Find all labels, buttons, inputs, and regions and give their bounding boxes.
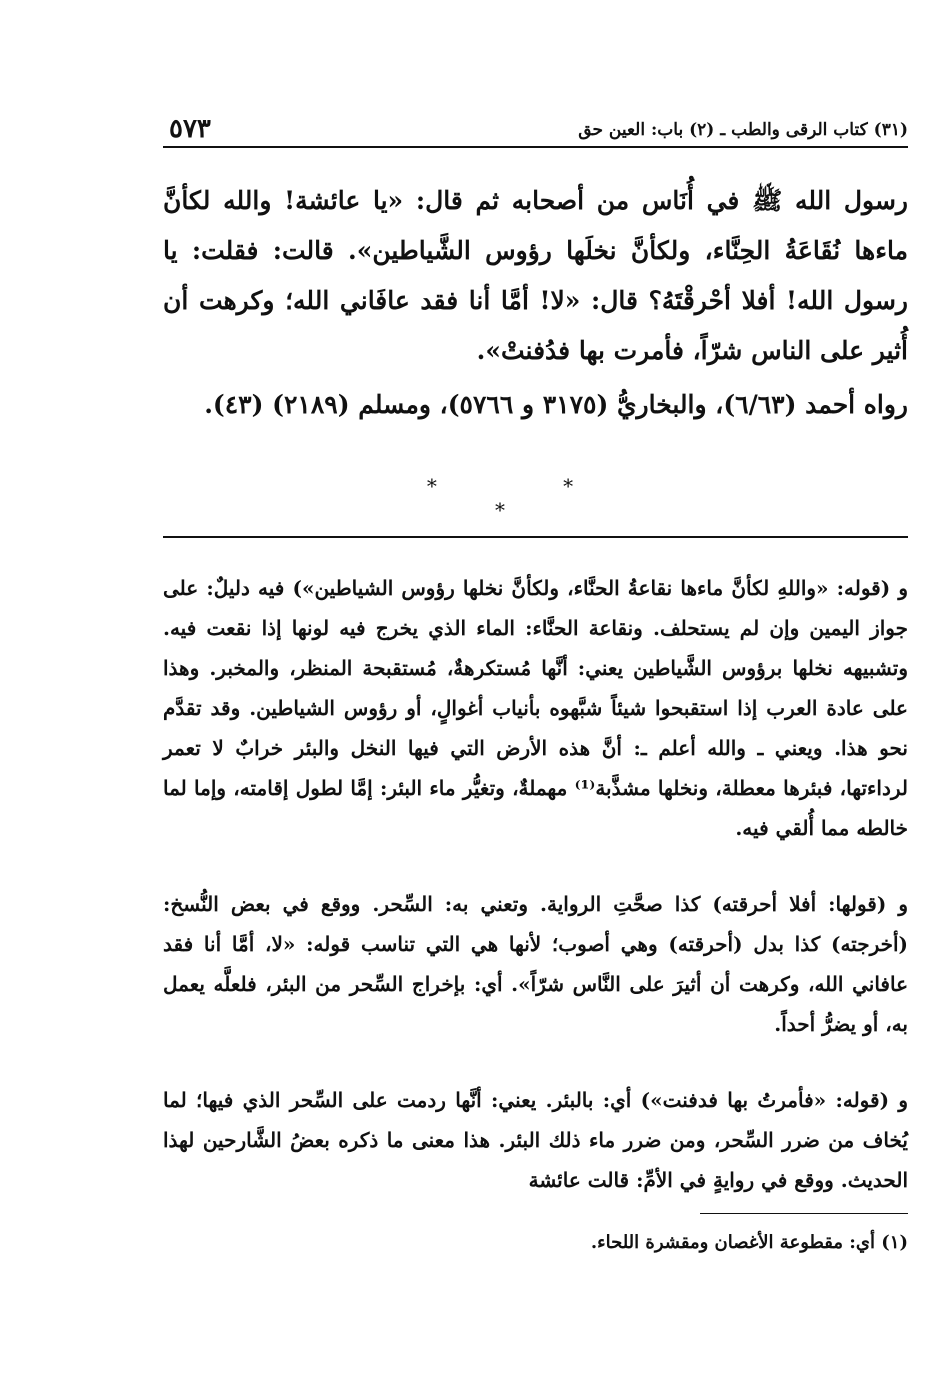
chapter-title: (٣١) كتاب الرقى والطب ـ (٢) باب: العين حق bbox=[578, 120, 908, 140]
hadith-text: رسول الله ﷺ في أُنَاس من أصحابه ثم قال: «يا عائشة! والله لكأنَّ ماءها نُقَاعَةُ الحِنَّاء، ولكأنَّ نخلَها رؤوس الشَّياطين». قالت: فقلت: يا رسول الله! أفلا أحْرقْتَهُ؟ قال: «لا! أمَّا أنا فقد عافَاني الله؛ وكرهت أن أُثير على الناس شرّاً، فأمرت بها فدُفنتْ». bbox=[163, 186, 908, 365]
section-separator: * * * bbox=[426, 474, 634, 522]
commentary-paragraph: و (قولها: أفلا أحرقته) كذا صحَّتِ الرواية. وتعني به: السِّحر. ووقع في بعض النُّسخ: (أخرجته) كذا بدل (أحرقته) وهي أصوب؛ لأنها هي التي تناسب قوله: «لا، أمَّا أنا فقد عافاني الله، وكرهت أن أثيرَ على النَّاس شرّاً». أي: بإخراج السِّحر من البئر، فلعلَّه يعمل به، أو يضرُّ أحداً. bbox=[163, 892, 908, 1036]
page-header bbox=[163, 110, 908, 150]
header-rule bbox=[163, 146, 908, 148]
section-rule bbox=[163, 536, 908, 538]
footnote-rule bbox=[700, 1213, 908, 1214]
hadith-source: رواه أحمد (٦/٦٣)، والبخاريُّ (٣١٧٥ و ٥٧٦٦)، ومسلم (٢١٨٩) (٤٣). bbox=[204, 390, 908, 419]
page-number: ٥٧٣ bbox=[169, 114, 211, 144]
footnote: (١) أي: مقطوعة الأغصان ومقشرة اللحاء. bbox=[590, 1232, 908, 1253]
commentary-paragraph: و (قوله: «فأمرتُ بها فدفنت») أي: بالبئر. يعني: أنَّها ردمت على السِّحر الذي فيها؛ لما يُخاف من ضرر السِّحر، ومن ضرر ماء ذلك البئر. هذا معنى ما ذكره بعضُ الشَّارحين لهذا الحديث. ووقع في روايةٍ في الأمِّ: قالت عائشة bbox=[163, 1088, 908, 1192]
commentary-paragraph: و (قوله: «واللهِ لكأنَّ ماءها نقاعةُ الحنَّاء، ولكأنَّ نخلها رؤوس الشياطين») فيه دليلٌ: على جواز اليمين وإن لم يستحلف. ونقاعة الحنَّاء: الماء الذي يخرج فيه لونها إذا نقعت فيه. وتشبيهه نخلها برؤوس الشَّياطين يعني: أنَّها مُستكرهةٌ، مُستقبحة المنظر، والمخبر. وهذا على عادة العرب إذا استقبحوا شيئاً شبَّهوه بأنياب أغوالٍ، أو رؤوس الشياطين. وقد تقدَّم نحو هذا. ويعني ـ والله أعلم ـ: أنَّ هذه الأرض التي فيها النخل والبئر خرابٌ لا تعمر لرداءتها، فبئرها معطلة، ونخلها مشذَّبة⁽¹⁾ مهملةٌ، وتغيُّر ماء البئر: إمَّا لطول إقامته، وإما لما خالطه مما أُلقي فيه. bbox=[163, 576, 909, 840]
